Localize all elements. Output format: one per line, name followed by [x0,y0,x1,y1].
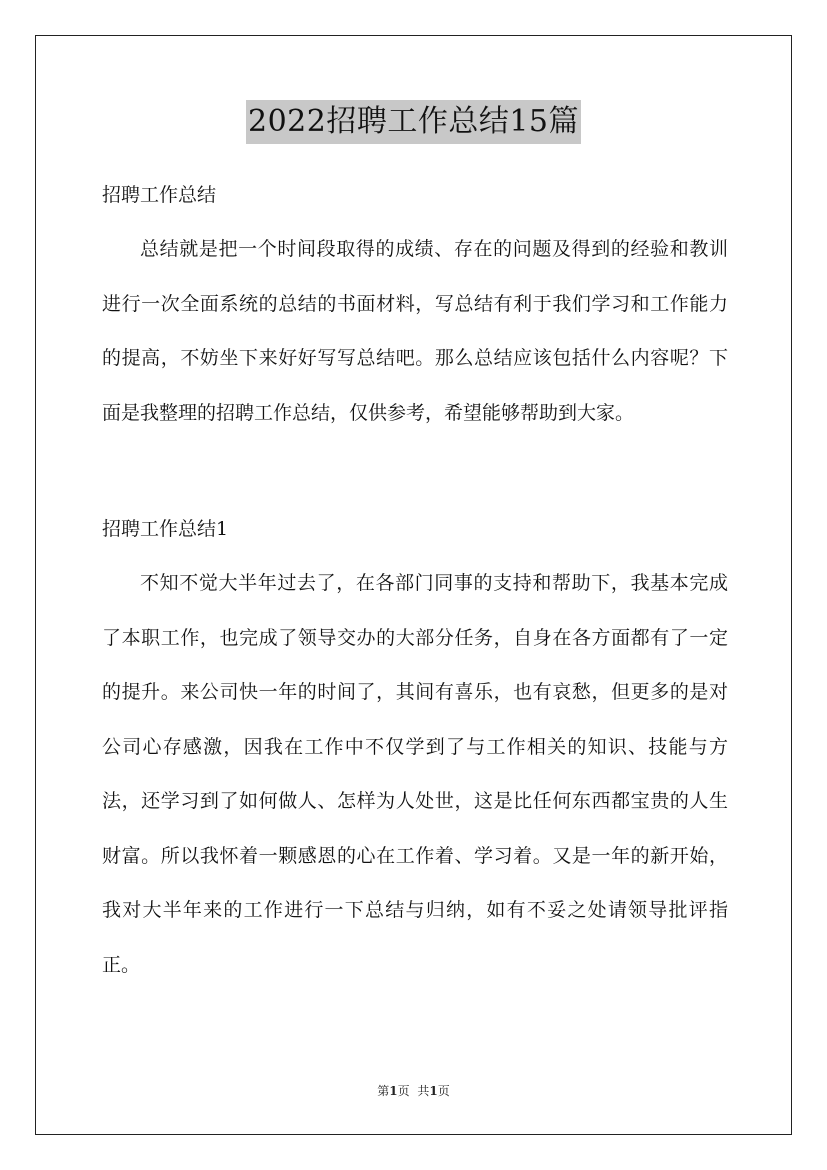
title-container [0,100,827,144]
section-paragraph-intro: 总结就是把一个时间段取得的成绩、存在的问题及得到的经验和教训进行一次全面系统的总结的书面材料，写总结有利于我们学习和工作能力的提高，不妨坐下来好好写写总结吧。那么总结应该包括什么内容呢？下面是我整理的招聘工作总结，仅供参考，希望能够帮助到大家。 [102,238,728,424]
section-paragraph-1: 不知不觉大半年过去了，在各部门同事的支持和帮助下，我基本完成了本职工作，也完成了领导交办的大部分任务，自身在各方面都有了一定的提升。来公司快一年的时间了，其间有喜乐，也有哀愁，但更多的是对公司心存感激，因我在工作中不仅学到了与工作相关的知识、技能与方法，还学习到了如何做人、怎样为人处世，这是比任何东西都宝贵的人生财富。所以我怀着一颗感恩的心在工作着、学习着。又是一年的新开始，我对大半年来的工作进行一下总结与归纳，如有不妥之处请领导批评指正。 [102,572,728,976]
section-heading-1: 招聘工作总结1 [102,518,229,540]
document-title: 2022招聘工作总结15篇 [246,100,581,144]
page-footer [0,1083,827,1099]
footer-page-prefix: 第 [377,1084,390,1098]
footer-page-suffix: 页 [397,1084,410,1098]
section-spacer [102,440,728,502]
footer-total-number: 1 [429,1084,438,1098]
footer-page-number: 1 [389,1084,398,1098]
section-heading-intro: 招聘工作总结 [102,184,217,206]
footer-total-prefix: 共 [417,1084,430,1098]
document-body [102,168,728,992]
footer-total-suffix: 页 [437,1084,450,1098]
